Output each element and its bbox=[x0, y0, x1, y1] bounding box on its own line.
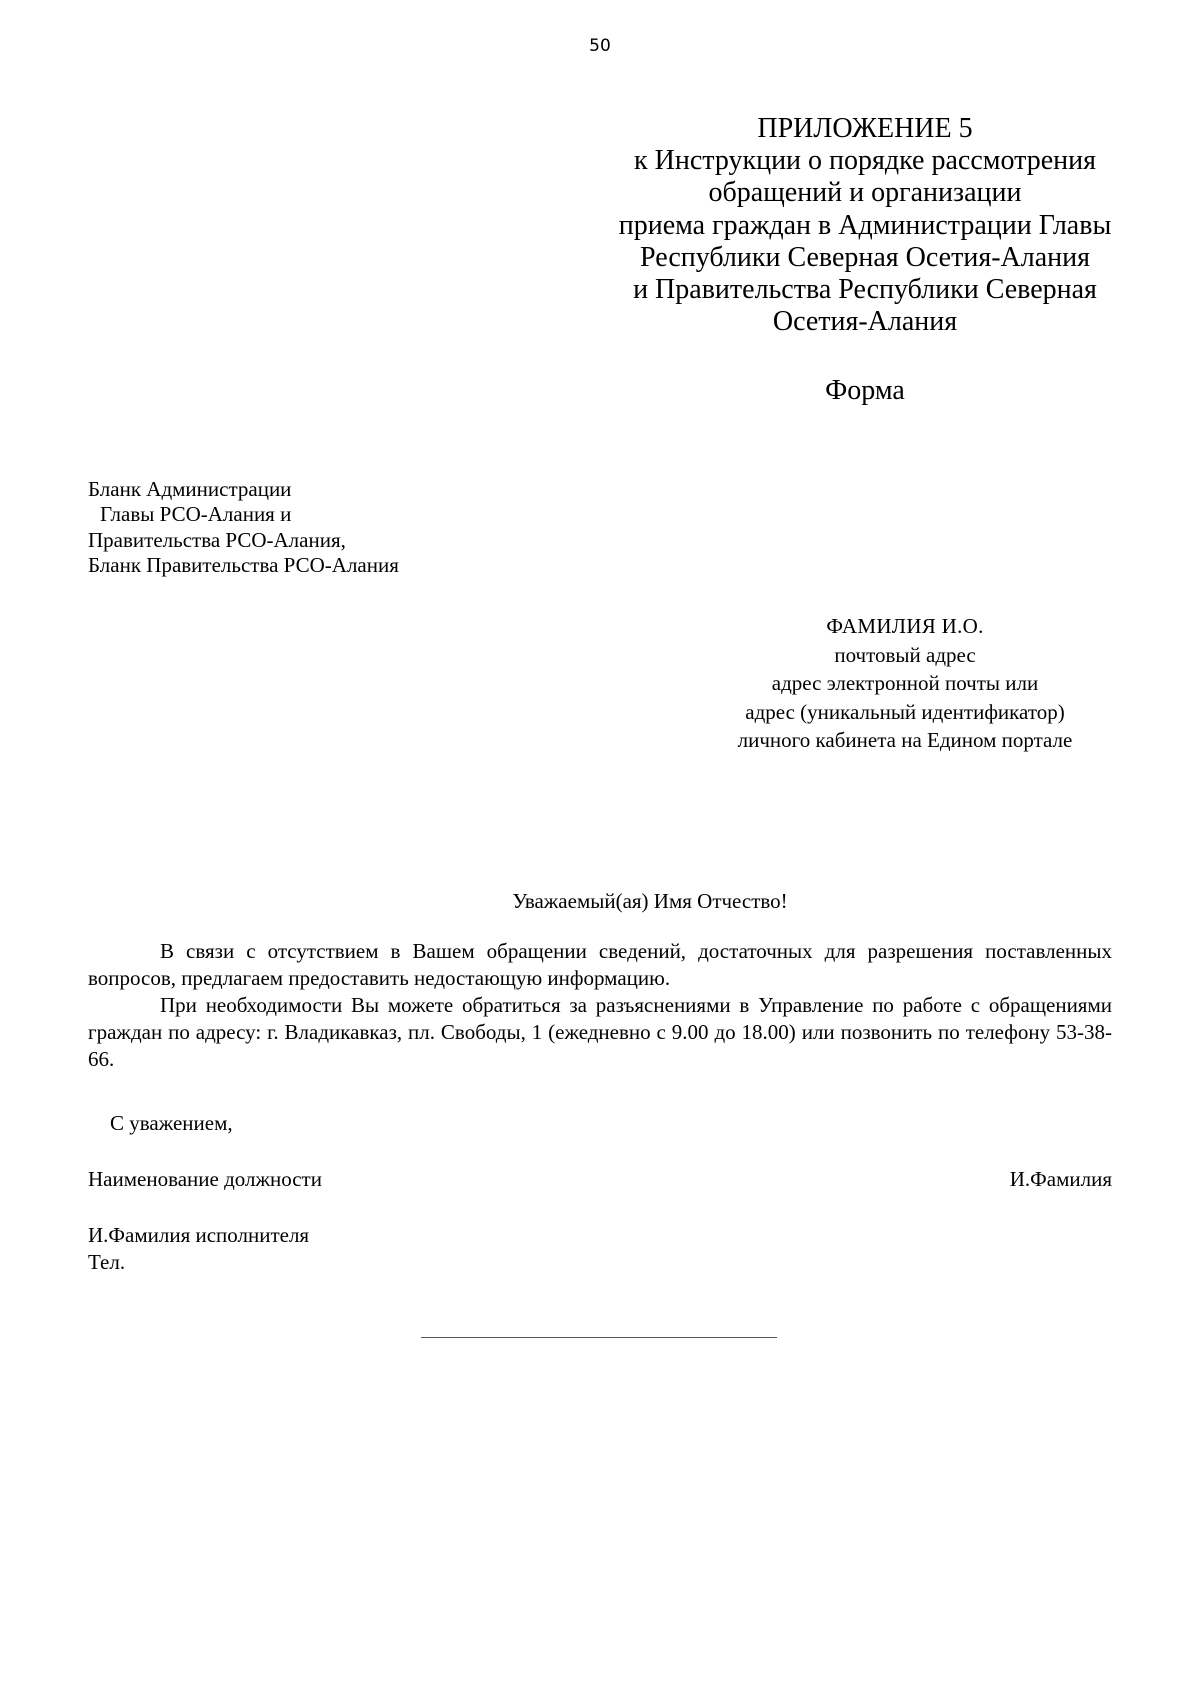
letterhead-line: Бланк Администрации bbox=[88, 477, 292, 501]
appendix-line: обращений и организации bbox=[708, 177, 1022, 209]
letterhead-block bbox=[88, 477, 399, 578]
form-label: Форма bbox=[825, 375, 905, 406]
appendix-line: Республики Северная Осетия-Алания bbox=[640, 241, 1090, 273]
body-paragraph: В связи с отсутствием в Вашем обращении сведений, достаточных для разрешения поставленных вопросов, предлагаем предоставить недостающую информацию. bbox=[88, 939, 1112, 990]
recipient-line: адрес электронной почты или bbox=[771, 671, 1039, 695]
closing-phrase: С уважением, bbox=[110, 1111, 233, 1135]
letterhead-line: Бланк Правительства РСО-Алания bbox=[88, 552, 399, 577]
page-number: 50 bbox=[589, 36, 611, 56]
signer-position: Наименование должности bbox=[88, 1167, 322, 1191]
recipient-name: ФАМИЛИЯ И.О. bbox=[826, 614, 984, 638]
appendix-header bbox=[560, 113, 1170, 338]
recipient-line: почтовый адрес bbox=[834, 642, 976, 667]
appendix-line: к Инструкции о порядке рассмотрения bbox=[634, 145, 1096, 177]
signer-name: И.Фамилия bbox=[1009, 1167, 1112, 1191]
appendix-line: приема граждан в Администрации Главы bbox=[618, 209, 1112, 241]
recipient-line: адрес (уникальный идентификатор) bbox=[745, 699, 1065, 724]
executor-phone-label: Тел. bbox=[88, 1250, 126, 1274]
appendix-line: Осетия-Алания bbox=[772, 306, 958, 338]
executor-block bbox=[88, 1222, 309, 1276]
appendix-line: и Правительства Республики Северная bbox=[633, 274, 1097, 306]
letterhead-line: Главы РСО-Алания и bbox=[100, 502, 292, 527]
recipient-block bbox=[660, 612, 1150, 755]
footer-divider bbox=[421, 1337, 777, 1338]
body-paragraph: При необходимости Вы можете обратиться за разъяснениями в Управление по работе с обращениями граждан по адресу: г. Владикавказ, пл. Свободы, 1 (ежедневно с 9.00 до 18.00) или позвонить по телефону 53-38-66. bbox=[88, 993, 1112, 1071]
salutation: Уважаемый(ая) Имя Отчество! bbox=[512, 889, 788, 913]
letterhead-line: Правительства РСО-Алания, bbox=[88, 527, 346, 552]
executor-name: И.Фамилия исполнителя bbox=[88, 1223, 310, 1247]
appendix-title: ПРИЛОЖЕНИЕ 5 bbox=[757, 113, 973, 144]
recipient-line: личного кабинета на Едином портале bbox=[737, 728, 1073, 752]
letter-body bbox=[88, 938, 1112, 1073]
